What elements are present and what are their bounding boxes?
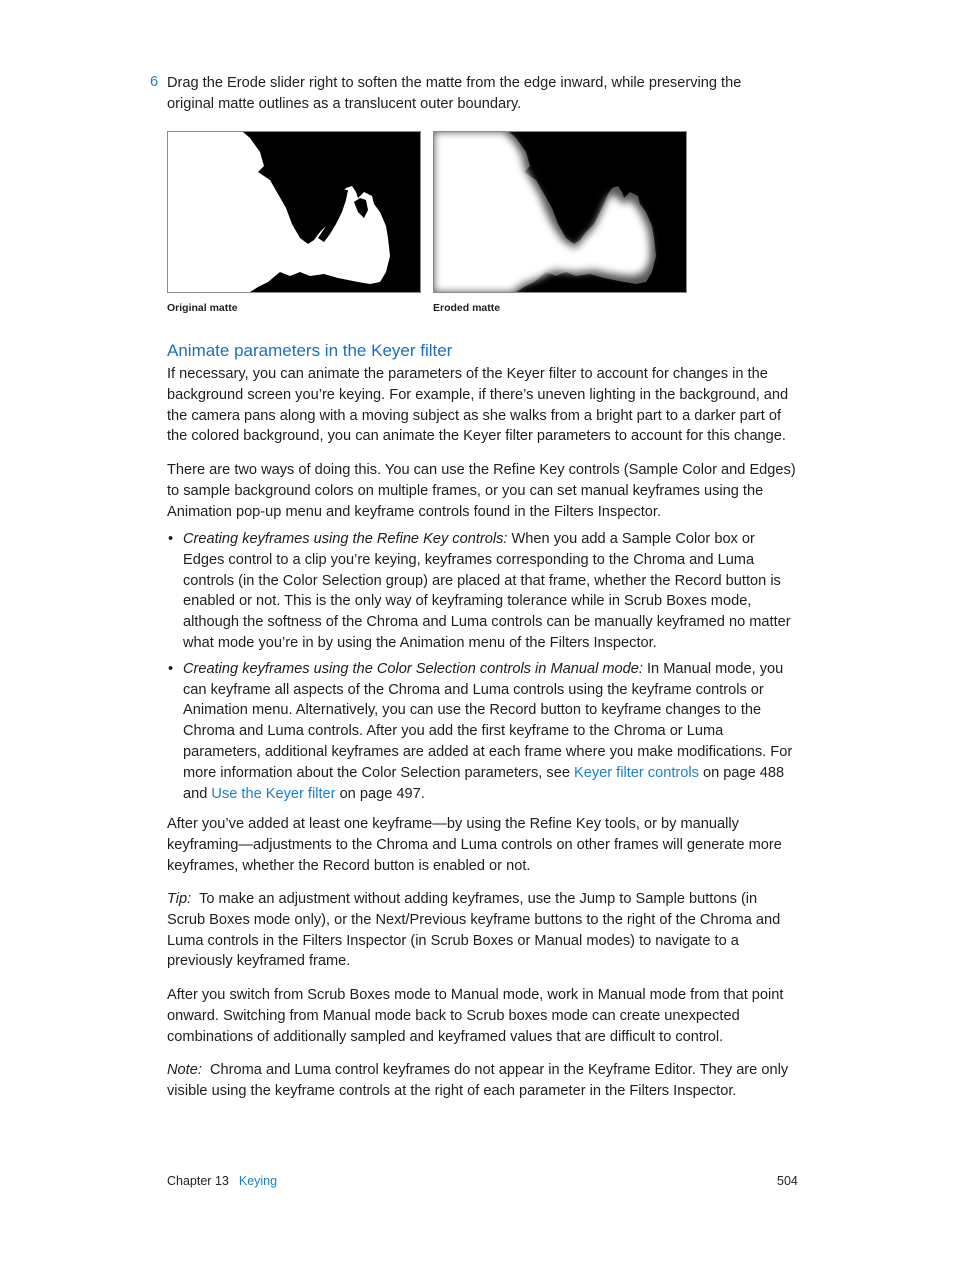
step-text: Drag the Erode slider right to soften the matte from the edge inward, while preserving the original matte outlines as a translucent outer boundary. (167, 75, 742, 112)
list-item (167, 529, 797, 654)
tip-text: To make an adjustment without adding keyframes, use the Jump to Sample buttons (in Scrub Boxes mode only), or the Next/Previous keyframe buttons to the right of the Chroma and Luma controls in the Filters Inspector (in Scrub Boxes or Manual modes) to navigate to a previously keyframed frame. (167, 891, 781, 970)
step-number: 6 (150, 74, 159, 90)
link-use-the-keyer-filter[interactable]: Use the Keyer filter (211, 785, 336, 802)
bullet-list (167, 529, 797, 809)
bullet-text: In Manual mode, you can keyframe all aspects of the Chroma and Luma controls using the keyframe controls or Animation menu. Alternatively, you can use the Record button to keyframe changes to the Chroma and Luma controls. After you add the first keyframe to the Chroma or Luma parameters, additional keyframes are added at each frame where you make modifications. For more information about the Color Selection parameters, see (183, 660, 793, 781)
intro-paragraph: If necessary, you can animate the parameters of the Keyer filter to account for changes in the background screen you’re keying. For example, if there’s uneven lighting in the background, and the camera pans along with a moving subject as she walks from a bright part to a darker part of the colored background, you can animate the Keyer filter parameters to account for this change. (167, 366, 789, 445)
figure-caption-eroded: Eroded matte (433, 302, 501, 314)
bullet-text: When you add a Sample Color box or Edges control to a clip you’re keying, keyframes corresponding to the Chroma and Luma controls (in the Color Selection group) are placed at that frame, whether the Record button is enabled or not. This is the only way of keyframing tolerance while in Scrub Boxes mode, although the softness of the Chroma and Luma controls can be manually keyframed no matter what mode you’re in by using the Animation menu of the Filters Inspector. (183, 531, 791, 651)
original-matte-image (167, 131, 421, 293)
tip-paragraph (167, 889, 797, 972)
bullet-lead: Creating keyframes using the Color Selection controls in Manual mode: (183, 660, 643, 677)
ways-paragraph: There are two ways of doing this. You can use the Refine Key controls (Sample Color and Edges) to sample background colors on multiple frames, or you can set manual keyframes using the Animation pop-up menu and keyframe controls found in the Filters Inspector. (167, 462, 796, 520)
link-keyer-filter-controls[interactable]: Keyer filter controls (574, 764, 699, 781)
switch-mode-paragraph: After you switch from Scrub Boxes mode to Manual mode, work in Manual mode from that point onward. Switching from Manual mode back to Scrub boxes mode can create unexpected combinations of additionally sampled and keyframed values that are difficult to control. (167, 987, 784, 1045)
page-number: 504 (777, 1174, 798, 1188)
bullet-text-tail: on page 497. (335, 785, 425, 802)
note-text: Chroma and Luma control keyframes do not appear in the Keyframe Editor. They are only visible using the keyframe controls at the right of each parameter in the Filters Inspector. (167, 1062, 789, 1099)
figure-caption-original: Original matte (167, 302, 238, 314)
tip-label: Tip: (167, 891, 192, 907)
bullet-text-mid: on page 488 and (183, 764, 785, 802)
footer-chapter (167, 1174, 277, 1188)
after-keyframe-paragraph: After you’ve added at least one keyframe—by using the Refine Key tools, or by manually keyframing—adjustments to the Chroma and Luma controls on other frames will generate more keyframes, whether the Record button is enabled or not. (167, 816, 782, 874)
bullet-lead: Creating keyframes using the Refine Key controls: (183, 531, 508, 547)
chapter-label: Chapter 13 (167, 1174, 229, 1188)
note-label: Note: (167, 1062, 202, 1078)
note-paragraph (167, 1060, 797, 1102)
bullet-marker: • (168, 531, 174, 547)
bullet-marker: • (168, 660, 174, 677)
section-heading: Animate parameters in the Keyer filter (167, 341, 453, 360)
chapter-section-link[interactable]: Keying (238, 1174, 278, 1188)
list-item (167, 659, 797, 805)
eroded-matte-image (433, 131, 687, 293)
